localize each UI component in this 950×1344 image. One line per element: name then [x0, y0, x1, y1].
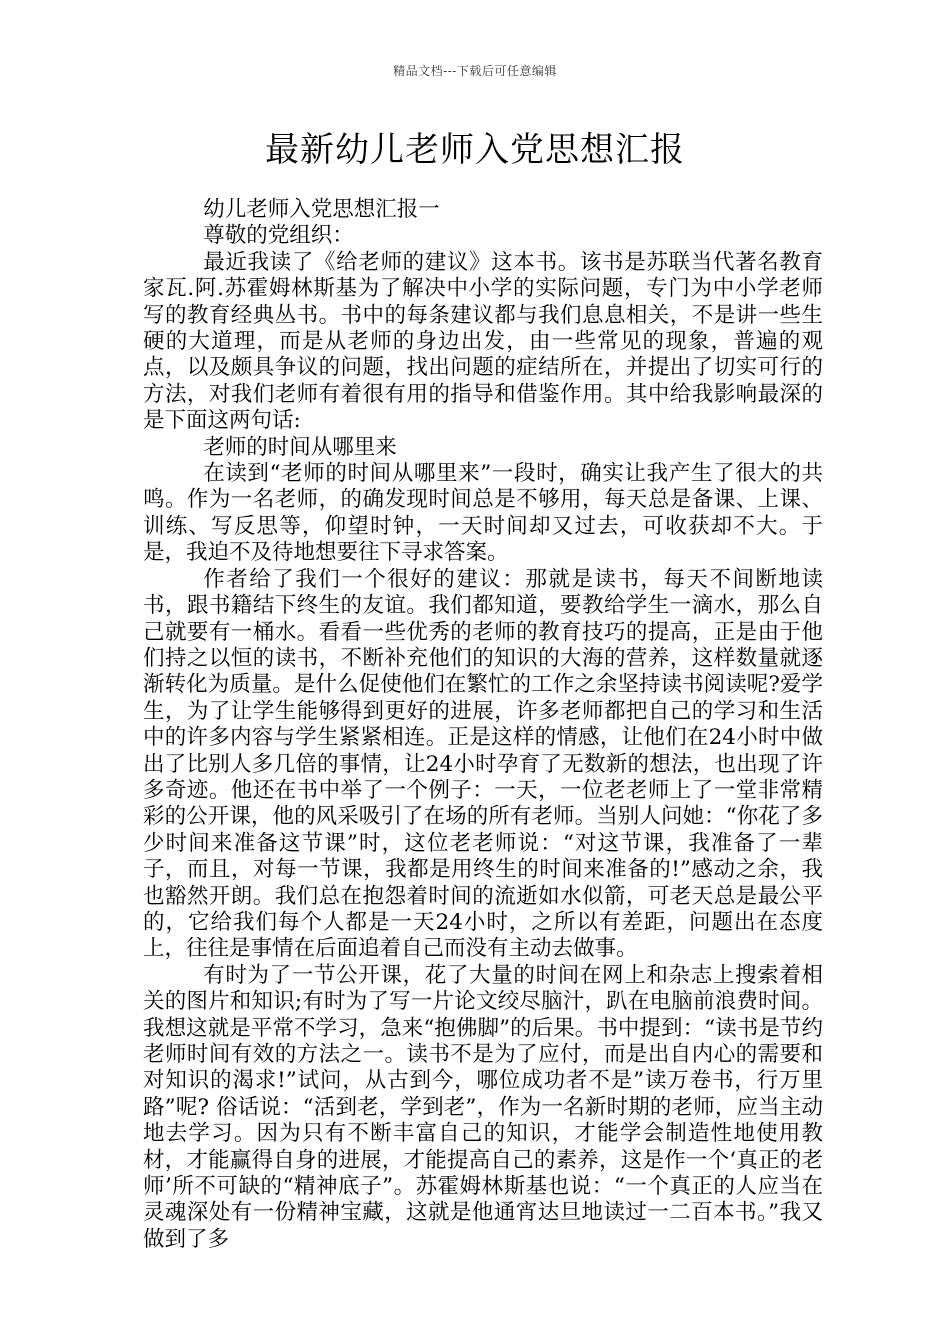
body-paragraph: 作者给了我们一个很好的建议：那就是读书，每天不间断地读书，跟书籍结下终生的友谊。我们都知道，要教给学生一滴水，那么自己就要有一桶水。看看一些优秀的老师的教育技巧的提高，正是由于他们持之以恒的读书，不断补充他们的知识的大海的营养，这样数量就逐渐转化为质量。是什么促使他们在繁忙的工作之余坚持读书阅读呢?爱学生，为了让学生能够得到更好的进展，许多老师都把自己的学习和生活中的许多内容与学生紧紧相连。正是这样的情感，让他们在24小时中做出了比别人多几倍的事情，让24小时孕育了无数新的想法，也出现了许多奇迹。他还在书中举了一个例子：一天，一位老老师上了一堂非常精彩的公开课，他的风采吸引了在场的所有老师。当别人问她：“你花了多少时间来准备这节课”时，这位老老师说：“对这节课，我准备了一辈子，而且，对每一节课，我都是用终生的时间来准备的!”感动之余，我也豁然开朗。我们总在抱怨着时间的流逝如水似箭，可老天总是最公平的，它给我们每个人都是一天24小时，之所以有差距，问题出在态度上，往往是事情在后面追着自己而没有主动去做事。 — [143, 566, 823, 962]
document-body — [143, 197, 823, 1253]
document-title: 最新幼儿老师入党思想汇报 — [265, 130, 685, 170]
header-note: 精品文档---下载后可任意编辑 — [393, 64, 557, 78]
subheading: 老师的时间从哪里来 — [203, 434, 397, 460]
body-paragraph: 最近我读了《给老师的建议》这本书。该书是苏联当代著名教育家瓦.阿.苏霍姆林斯基为了解决中小学的实际问题，专门为中小学老师写的教育经典丛书。书中的每条建议都与我们息息相关，不是讲一些生硬的大道理，而是从老师的身边出发，由一些常见的现象，普遍的观点，以及颇具争议的问题，找出问题的症结所在，并提出了切实可行的方法，对我们老师有着很有用的指导和借鉴作用。其中给我影响最深的是下面这两句话: — [143, 249, 823, 434]
body-paragraph: 在读到“老师的时间从哪里来”一段时，确实让我产生了很大的共鸣。作为一名老师，的确发现时间总是不够用，每天总是备课、上课、训练、写反思等，仰望时钟，一天时间却又过去，可收获却不大。于是，我迫不及待地想要往下寻求答案。 — [143, 461, 823, 566]
section-heading: 幼儿老师入党思想汇报一 — [203, 197, 440, 222]
body-paragraph: 有时为了一节公开课，花了大量的时间在网上和杂志上搜索着相关的图片和知识;有时为了写一片论文绞尽脑汁，趴在电脑前浪费时间。我想这就是平常不学习，急来“抱佛脚”的后果。书中提到：“读书是节约老师时间有效的方法之一。读书不是为了应付，而是出自内心的需要和对知识的渴求!”试问，从古到今，哪位成功者不是”读万卷书，行万里路”呢? 俗话说：“活到老，学到老”，作为一名新时期的老师，应当主动地去学习。因为只有不断丰富自己的知识，才能学会制造性地使用教材，才能赢得自身的进展，才能提高自己的素养，这是作一个‘真正的老师’所不可缺的“精神底子”。苏霍姆林斯基也说：“一个真正的人应当在灵魂深处有一份精神宝藏，这就是他通宵达旦地读过一二百本书。”我又做到了多 — [143, 962, 823, 1252]
salutation: 尊敬的党组织： — [203, 223, 354, 249]
